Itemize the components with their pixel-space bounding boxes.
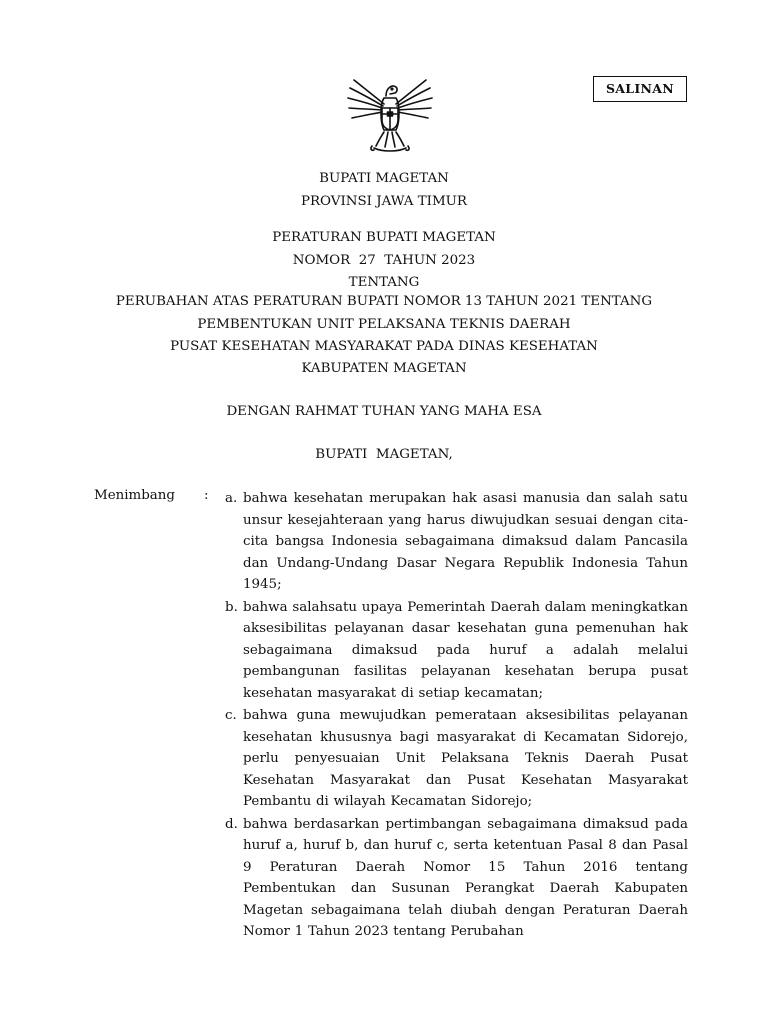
province-heading: PROVINSI JAWA TIMUR (300, 194, 468, 209)
item-letter: a. (225, 491, 238, 506)
considering-label: Menimbang (94, 488, 175, 503)
regulation-subject-line-3: PUSAT KESEHATAN MASYARAKAT PADA DINAS KESEHATAN (170, 339, 598, 354)
considering-colon: : (204, 488, 209, 503)
regulation-number: NOMOR 27 TAHUN 2023 (292, 253, 476, 268)
invocation: DENGAN RAHMAT TUHAN YANG MAHA ESA (226, 404, 542, 419)
item-text: bahwa salahsatu upaya Pemerintah Daerah dalam meningkatkan aksesibilitas pelayanan dasar kesehatan guna pemenuhan hak sebagaimana dimaksud pada huruf a adalah melalui pembangunan fasilitas pelayanan kesehatan berupa pusat kesehatan masyarakat di setiap kecamatan; (243, 599, 688, 701)
regulation-subject-line-4: KABUPATEN MAGETAN (301, 361, 467, 376)
item-letter: d. (225, 816, 238, 832)
regent-heading: BUPATI MAGETAN (319, 171, 449, 186)
item-text: bahwa berdasarkan pertimbangan sebagaimana dimaksud pada huruf a, huruf b, dan huruf c, serta ketentuan Pasal 8 dan Pasal 9 Peraturan Daerah Nomor 15 Tahun 2016 tentang Pembentukan dan Susunan Perangkat Daerah Kabupaten Magetan sebagaimana telah diubah dengan Peraturan Daerah Nomor 1 Tahun 2023 tentang Perubahan (243, 816, 688, 939)
considering-item (225, 597, 688, 705)
item-letter: c. (225, 708, 237, 723)
considering-item (225, 814, 688, 943)
considering-item (225, 705, 688, 813)
considering-list (225, 488, 688, 944)
regulation-tentang: TENTANG (348, 275, 420, 290)
garuda-emblem-icon (340, 74, 440, 154)
regulation-title: PERATURAN BUPATI MAGETAN (272, 230, 496, 245)
authority: BUPATI MAGETAN, (315, 447, 453, 462)
regulation-subject-line-2: PEMBENTUKAN UNIT PELAKSANA TEKNIS DAERAH (197, 317, 571, 332)
regulation-subject-line-1: PERUBAHAN ATAS PERATURAN BUPATI NOMOR 13 TAHUN 2021 TENTANG (115, 294, 653, 309)
item-text: bahwa kesehatan merupakan hak asasi manusia dan salah satu unsur kesejahteraan yang harus diwujudkan sesuai dengan cita-cita bangsa Indonesia sebagaimana dimaksud dalam Pancasila dan Undang-Undang Dasar Negara Republik Indonesia Tahun 1945; (243, 491, 688, 592)
salinan-stamp: SALINAN (593, 76, 687, 102)
considering-item (225, 488, 688, 596)
item-text: bahwa guna mewujudkan pemerataan aksesibilitas pelayanan kesehatan khususnya bagi masyarakat di Kecamatan Sidorejo, perlu penyesuaian Unit Pelaksana Teknis Daerah Pusat Kesehatan Masyarakat dan Pusat Kesehatan Masyarakat Pembantu di wilayah Kecamatan Sidorejo; (243, 708, 688, 809)
item-letter: b. (225, 599, 238, 615)
